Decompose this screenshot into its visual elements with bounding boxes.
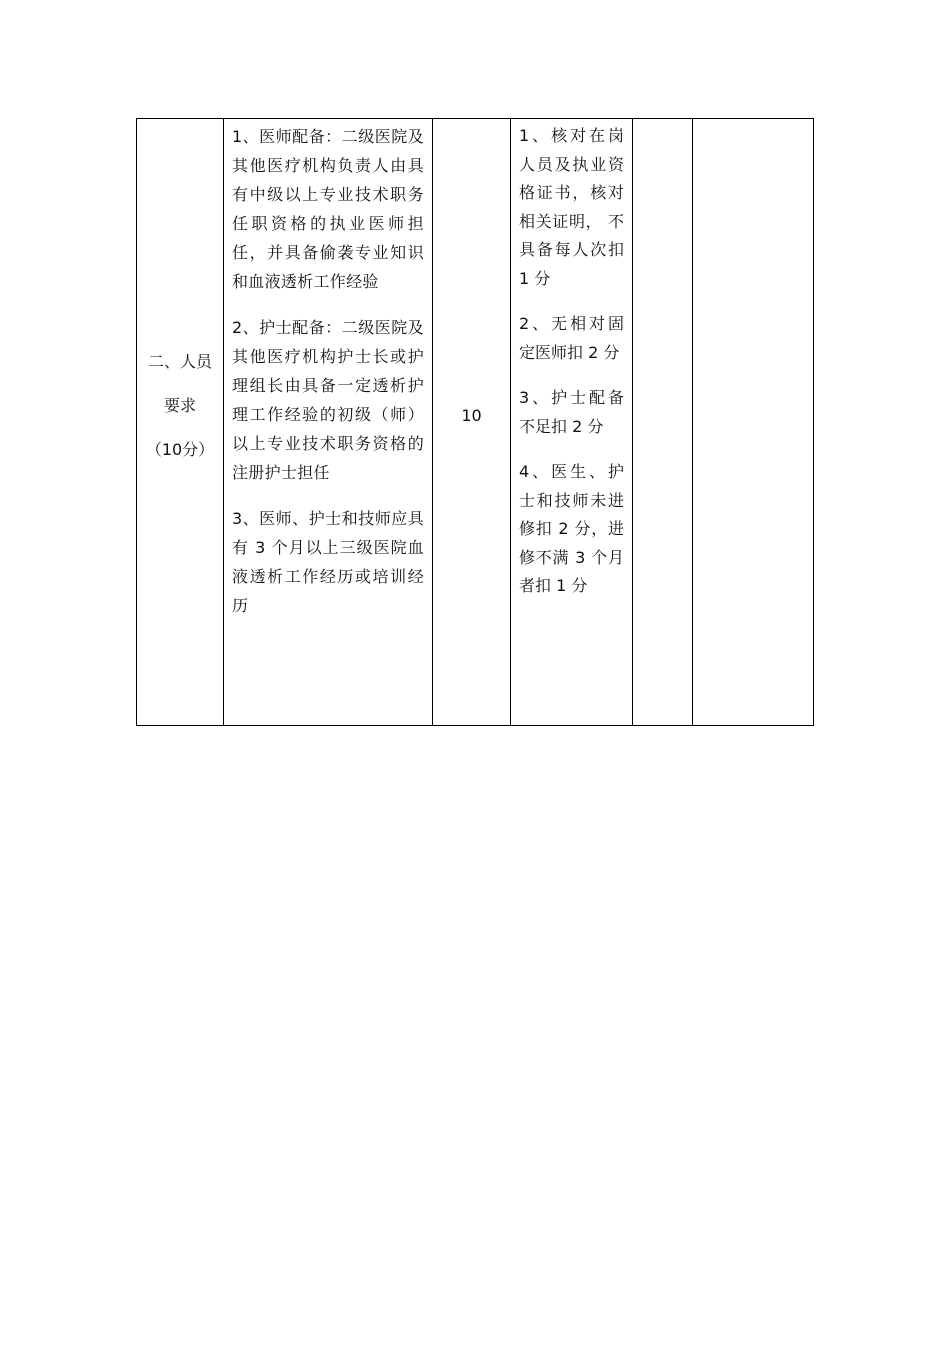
- content-column: [224, 119, 433, 725]
- method-column: [511, 119, 633, 725]
- content-item-1: 1、医师配备：二级医院及其他医疗机构负责人由具有中级以上专业技术职务任职资格的执业医师担任，并具备偷袭专业知识和血液透析工作经验: [232, 127, 424, 291]
- method-item-3: 3、护士配备不足扣 2 分: [519, 388, 624, 436]
- item-column: [137, 119, 224, 725]
- item-score-note: （10分）: [145, 440, 215, 459]
- score-value: 10: [461, 406, 482, 425]
- content-item-2: 2、护士配备：二级医院及其他医疗机构护士长或护理组长由具备一定透析护理工作经验的初级（师）以上专业技术职务资格的注册护士担任: [232, 318, 424, 482]
- score-column: [433, 119, 511, 725]
- method-item-2: 2、无相对固定医师扣 2 分: [519, 314, 624, 362]
- blank-cell-1: [633, 119, 693, 725]
- content-item-3: 3、医师、护士和技师应具有 3 个月以上三级医院血液透析工作经历或培训经历: [232, 509, 424, 615]
- blank-cell-2: [693, 119, 813, 725]
- method-item-4: 4、医生、护士和技师未进修扣 2 分，进修不满 3 个月者扣 1 分: [519, 462, 624, 595]
- item-title-line1: 二、人员: [147, 352, 212, 371]
- content-cell: [232, 122, 424, 637]
- method-cell: [519, 122, 624, 618]
- method-item-1: 1、核对在岗人员及执业资格证书，核对相关证明， 不具备每人次扣 1 分: [519, 126, 624, 288]
- item-title-line2: 要求: [163, 396, 196, 415]
- item-cell: [137, 351, 223, 483]
- scoring-table: [136, 118, 814, 726]
